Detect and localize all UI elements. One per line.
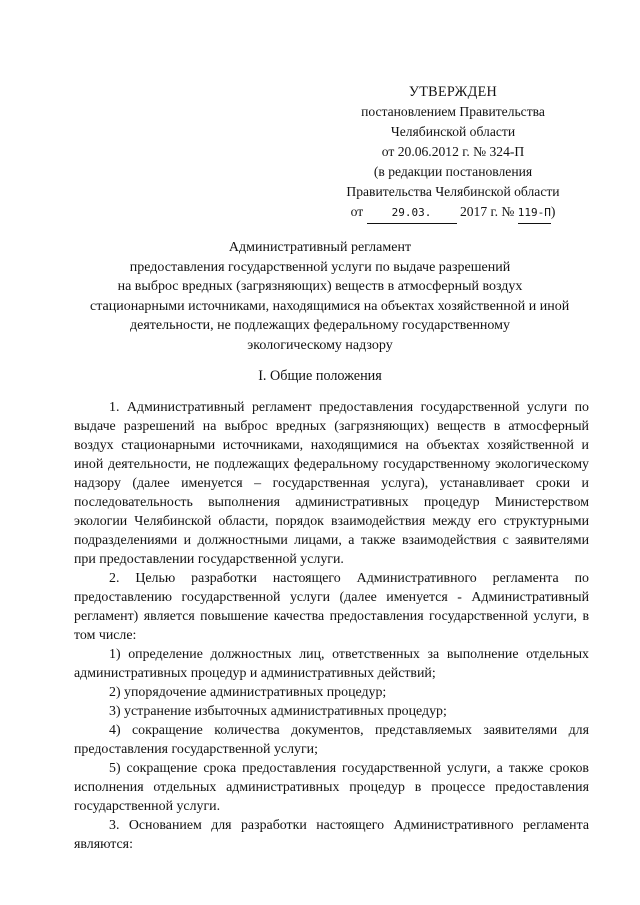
- approval-line-2: Челябинской области: [390, 124, 516, 139]
- list-item-3: 3) устранение избыточных административных процедур;: [109, 704, 447, 719]
- section-heading: I. Общие положения: [258, 368, 382, 384]
- list-item-1: 1) определение должностных лиц, ответственных за выполнение отдельных административных процедур и административных действий;: [74, 647, 589, 681]
- title-line-1: Административный регламент: [228, 240, 412, 255]
- amendment-date: 29.03.: [367, 203, 457, 224]
- approval-prefix: от: [350, 204, 364, 219]
- approval-close: ): [550, 204, 556, 219]
- document-body: [74, 398, 589, 854]
- approval-stamp: [318, 82, 588, 224]
- approval-heading: УТВЕРЖДЕН: [408, 84, 498, 100]
- approval-line-5: Правительства Челябинской области: [346, 184, 560, 199]
- title-line-5: деятельности, не подлежащих федеральному государственному: [129, 318, 511, 334]
- list-item-4: 4) сокращение количества документов, представляемых заявителями для предоставления государственной услуги;: [74, 723, 589, 757]
- title-line-6: экологическому надзору: [247, 337, 393, 353]
- approval-amendment-line: [318, 202, 588, 224]
- list-item-2: 2) упорядочение административных процедур;: [109, 685, 387, 700]
- paragraph-3: 3. Основанием для разработки настоящего Административного регламента являются:: [74, 818, 589, 852]
- amendment-number: 119-П: [518, 203, 551, 224]
- amendment-year: 2017 г. №: [459, 204, 515, 219]
- title-line-4: стационарными источниками, находящимися на объектах хозяйственной и иной: [90, 298, 570, 314]
- title-line-3: на выброс вредных (загрязняющих) веществ в атмосферный воздух: [117, 279, 523, 295]
- approval-line-3: от 20.06.2012 г. № 324-П: [381, 144, 525, 159]
- paragraph-2: 2. Целью разработки настоящего Административного регламента по предоставлению государственной услуги (далее именуется - Административный регламент) является повышение качества предоставления государственной услуги, в том числе:: [74, 571, 589, 643]
- title-line-2: предоставления государственной услуги по выдаче разрешений: [129, 259, 511, 275]
- regulation-title: [90, 238, 570, 356]
- approval-line-1: постановлением Правительства: [361, 104, 545, 119]
- approval-line-4: (в редакции постановления: [373, 164, 533, 179]
- paragraph-1: 1. Административный регламент предоставления государственной услуги по выдаче разрешений на выброс вредных (загрязняющих) веществ в атмосферный воздух стационарными источниками, находящимися на объектах хозяйственной и иной деятельности, не подлежащих федеральному государственному экологическому надзору (далее именуется – государственная услуга), устанавливает сроки и последовательность выполнения административных процедур Министерством экологии Челябинской области, порядок взаимодействия между его структурными подразделениями и должностными лицами, а также взаимодействия с заявителями при предоставлении государственной услуги.: [74, 400, 589, 567]
- list-item-5: 5) сокращение срока предоставления государственной услуги, а также сроков исполнения отдельных административных процедур в процессе предоставления государственной услуги.: [74, 761, 589, 814]
